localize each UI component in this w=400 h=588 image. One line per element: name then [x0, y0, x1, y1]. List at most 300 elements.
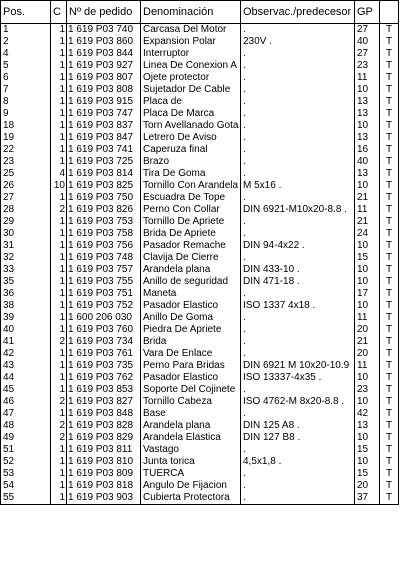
- pos-cell: 55: [1, 492, 51, 505]
- gp-cell: 21: [355, 192, 380, 204]
- t-cell: T: [380, 456, 399, 468]
- gp-cell: 10: [355, 300, 380, 312]
- description-cell: Arandela plana: [141, 420, 241, 432]
- t-cell: T: [380, 228, 399, 240]
- description-cell: Piedra De Apriete: [141, 324, 241, 336]
- observation-cell: DIN 6921 M 10x20-10.9: [241, 360, 355, 372]
- description-cell: Linea De Conexion A: [141, 60, 241, 72]
- pos-cell: 42: [1, 348, 51, 360]
- t-cell: T: [380, 36, 399, 48]
- description-cell: Ojete protector: [141, 72, 241, 84]
- description-cell: Cubierta Protectora: [141, 492, 241, 505]
- order-number-cell: 1 619 P03 762: [67, 372, 141, 384]
- order-number-cell: 1 619 P03 825: [67, 180, 141, 192]
- gp-cell: 16: [355, 144, 380, 156]
- gp-cell: 20: [355, 480, 380, 492]
- table-row: [1, 312, 399, 324]
- description-cell: Sujetador De Cable: [141, 84, 241, 96]
- quantity-cell: 1: [51, 84, 67, 96]
- observation-cell: ISO 1337 4x18 .: [241, 300, 355, 312]
- gp-cell: 27: [355, 48, 380, 60]
- table-row: [1, 240, 399, 252]
- table-row: [1, 264, 399, 276]
- description-cell: Tornillo Con Arandela: [141, 180, 241, 192]
- quantity-cell: 2: [51, 204, 67, 216]
- table-row: [1, 228, 399, 240]
- quantity-cell: 1: [51, 492, 67, 505]
- description-cell: Pasador Elastico: [141, 372, 241, 384]
- table-row: [1, 252, 399, 264]
- gp-cell: 20: [355, 348, 380, 360]
- order-number-cell: 1 619 P03 741: [67, 144, 141, 156]
- table-row: [1, 168, 399, 180]
- description-cell: Tornillo De Apriete: [141, 216, 241, 228]
- gp-cell: 40: [355, 36, 380, 48]
- table-row: [1, 108, 399, 120]
- gp-cell: 10: [355, 396, 380, 408]
- pos-cell: 39: [1, 312, 51, 324]
- quantity-cell: 1: [51, 468, 67, 480]
- pos-cell: 45: [1, 384, 51, 396]
- pos-cell: 19: [1, 132, 51, 144]
- pos-cell: 44: [1, 372, 51, 384]
- order-number-cell: 1 619 P03 818: [67, 480, 141, 492]
- observation-cell: .: [241, 120, 355, 132]
- quantity-cell: 1: [51, 36, 67, 48]
- gp-cell: 21: [355, 216, 380, 228]
- quantity-cell: 1: [51, 360, 67, 372]
- description-cell: Tira De Goma: [141, 168, 241, 180]
- order-number-cell: 1 619 P03 734: [67, 336, 141, 348]
- t-cell: T: [380, 168, 399, 180]
- table-row: [1, 60, 399, 72]
- gp-cell: 13: [355, 132, 380, 144]
- table-body: [1, 24, 399, 505]
- table-row: [1, 216, 399, 228]
- quantity-cell: 1: [51, 72, 67, 84]
- order-number-cell: 1 619 P03 809: [67, 468, 141, 480]
- gp-cell: 15: [355, 252, 380, 264]
- description-cell: Angulo De Fijacion: [141, 480, 241, 492]
- order-number-cell: 1 619 P03 760: [67, 324, 141, 336]
- observation-cell: ISO 13337-4x35 .: [241, 372, 355, 384]
- description-cell: Brazo: [141, 156, 241, 168]
- observation-cell: .: [241, 108, 355, 120]
- order-number-cell: 1 619 P03 915: [67, 96, 141, 108]
- table-header: [1, 1, 399, 24]
- t-cell: T: [380, 180, 399, 192]
- gp-cell: 37: [355, 492, 380, 505]
- table-row: [1, 384, 399, 396]
- quantity-cell: 1: [51, 456, 67, 468]
- t-cell: T: [380, 492, 399, 505]
- gp-cell: 10: [355, 120, 380, 132]
- quantity-cell: 1: [51, 24, 67, 37]
- quantity-cell: 1: [51, 120, 67, 132]
- order-number-cell: 1 619 P03 827: [67, 396, 141, 408]
- table-row: [1, 360, 399, 372]
- quantity-cell: 1: [51, 60, 67, 72]
- description-cell: Pasador Remache: [141, 240, 241, 252]
- gp-cell: 13: [355, 420, 380, 432]
- t-cell: T: [380, 48, 399, 60]
- table-row: [1, 180, 399, 192]
- description-cell: Vastago: [141, 444, 241, 456]
- t-cell: T: [380, 240, 399, 252]
- gp-cell: 11: [355, 72, 380, 84]
- pos-cell: 40: [1, 324, 51, 336]
- t-cell: T: [380, 60, 399, 72]
- pos-cell: 47: [1, 408, 51, 420]
- order-number-cell: 1 619 P03 753: [67, 216, 141, 228]
- t-cell: T: [380, 396, 399, 408]
- description-cell: Brida: [141, 336, 241, 348]
- description-cell: Caperuza final: [141, 144, 241, 156]
- table-row: [1, 324, 399, 336]
- quantity-cell: 2: [51, 396, 67, 408]
- quantity-cell: 2: [51, 420, 67, 432]
- observation-cell: .: [241, 480, 355, 492]
- quantity-cell: 1: [51, 264, 67, 276]
- order-number-cell: 1 619 P03 750: [67, 192, 141, 204]
- pos-cell: 53: [1, 468, 51, 480]
- order-number-cell: 1 619 P03 756: [67, 240, 141, 252]
- quantity-cell: 1: [51, 96, 67, 108]
- quantity-cell: 1: [51, 372, 67, 384]
- observation-cell: .: [241, 492, 355, 505]
- pos-cell: 29: [1, 216, 51, 228]
- t-cell: T: [380, 156, 399, 168]
- quantity-cell: 2: [51, 432, 67, 444]
- observation-cell: 230V .: [241, 36, 355, 48]
- order-number-cell: 1 619 P03 808: [67, 84, 141, 96]
- gp-cell: 10: [355, 264, 380, 276]
- quantity-cell: 1: [51, 228, 67, 240]
- gp-cell: 10: [355, 276, 380, 288]
- pos-cell: 9: [1, 108, 51, 120]
- header-row: [1, 1, 399, 24]
- gp-cell: 13: [355, 168, 380, 180]
- quantity-cell: 1: [51, 144, 67, 156]
- table-row: [1, 288, 399, 300]
- table-row: [1, 156, 399, 168]
- t-cell: T: [380, 324, 399, 336]
- pos-cell: 35: [1, 276, 51, 288]
- observation-cell: DIN 127 B8 .: [241, 432, 355, 444]
- description-cell: Placa de: [141, 96, 241, 108]
- pos-cell: 33: [1, 264, 51, 276]
- observation-cell: .: [241, 336, 355, 348]
- pos-cell: 18: [1, 120, 51, 132]
- t-cell: T: [380, 360, 399, 372]
- t-cell: T: [380, 300, 399, 312]
- observation-cell: .: [241, 96, 355, 108]
- gp-cell: 20: [355, 324, 380, 336]
- header-denominacion: Denominación: [141, 1, 241, 24]
- description-cell: Maneta: [141, 288, 241, 300]
- t-cell: T: [380, 372, 399, 384]
- gp-cell: 10: [355, 456, 380, 468]
- table-row: [1, 492, 399, 505]
- order-number-cell: 1 619 P03 848: [67, 408, 141, 420]
- pos-cell: 26: [1, 180, 51, 192]
- order-number-cell: 1 619 P03 757: [67, 264, 141, 276]
- t-cell: T: [380, 132, 399, 144]
- observation-cell: .: [241, 24, 355, 37]
- header-pedido: Nº de pedido: [67, 1, 141, 24]
- t-cell: T: [380, 408, 399, 420]
- pos-cell: 36: [1, 288, 51, 300]
- pos-cell: 30: [1, 228, 51, 240]
- gp-cell: 10: [355, 180, 380, 192]
- description-cell: Expansion Polar: [141, 36, 241, 48]
- t-cell: T: [380, 348, 399, 360]
- order-number-cell: 1 619 P03 740: [67, 24, 141, 37]
- pos-cell: 23: [1, 156, 51, 168]
- table-row: [1, 132, 399, 144]
- t-cell: T: [380, 468, 399, 480]
- t-cell: T: [380, 432, 399, 444]
- pos-cell: 51: [1, 444, 51, 456]
- observation-cell: .: [241, 252, 355, 264]
- t-cell: T: [380, 384, 399, 396]
- pos-cell: 25: [1, 168, 51, 180]
- table-row: [1, 408, 399, 420]
- pos-cell: 22: [1, 144, 51, 156]
- quantity-cell: 1: [51, 300, 67, 312]
- order-number-cell: 1 619 P03 761: [67, 348, 141, 360]
- description-cell: Soporte Del Cojinete: [141, 384, 241, 396]
- order-number-cell: 1 619 P03 725: [67, 156, 141, 168]
- pos-cell: 7: [1, 84, 51, 96]
- description-cell: Perno Con Collar: [141, 204, 241, 216]
- order-number-cell: 1 619 P03 755: [67, 276, 141, 288]
- gp-cell: 10: [355, 432, 380, 444]
- order-number-cell: 1 619 P03 751: [67, 288, 141, 300]
- order-number-cell: 1 619 P03 860: [67, 36, 141, 48]
- t-cell: T: [380, 120, 399, 132]
- table-row: [1, 24, 399, 37]
- gp-cell: 15: [355, 468, 380, 480]
- description-cell: Carcasa Del Motor: [141, 24, 241, 37]
- table-row: [1, 192, 399, 204]
- quantity-cell: 1: [51, 192, 67, 204]
- gp-cell: 10: [355, 84, 380, 96]
- observation-cell: .: [241, 48, 355, 60]
- header-observ: Observac./predecesor: [241, 1, 355, 24]
- quantity-cell: 10: [51, 180, 67, 192]
- order-number-cell: 1 619 P03 927: [67, 60, 141, 72]
- observation-cell: .: [241, 132, 355, 144]
- table-row: [1, 204, 399, 216]
- observation-cell: .: [241, 348, 355, 360]
- table-row: [1, 276, 399, 288]
- observation-cell: .: [241, 312, 355, 324]
- gp-cell: 15: [355, 444, 380, 456]
- table-row: [1, 144, 399, 156]
- t-cell: T: [380, 276, 399, 288]
- t-cell: T: [380, 84, 399, 96]
- observation-cell: .: [241, 216, 355, 228]
- gp-cell: 10: [355, 372, 380, 384]
- table-row: [1, 96, 399, 108]
- table-row: [1, 120, 399, 132]
- t-cell: T: [380, 204, 399, 216]
- observation-cell: .: [241, 324, 355, 336]
- description-cell: Brida De Apriete: [141, 228, 241, 240]
- observation-cell: 4,5x1,8 .: [241, 456, 355, 468]
- pos-cell: 5: [1, 60, 51, 72]
- observation-cell: .: [241, 228, 355, 240]
- quantity-cell: 2: [51, 336, 67, 348]
- observation-cell: .: [241, 84, 355, 96]
- description-cell: Arandela plana: [141, 264, 241, 276]
- pos-cell: 27: [1, 192, 51, 204]
- gp-cell: 23: [355, 384, 380, 396]
- pos-cell: 49: [1, 432, 51, 444]
- t-cell: T: [380, 72, 399, 84]
- description-cell: Anillo de seguridad: [141, 276, 241, 288]
- quantity-cell: 1: [51, 444, 67, 456]
- gp-cell: 13: [355, 96, 380, 108]
- table-row: [1, 372, 399, 384]
- table-row: [1, 456, 399, 468]
- gp-cell: 11: [355, 204, 380, 216]
- table-row: [1, 396, 399, 408]
- observation-cell: .: [241, 468, 355, 480]
- pos-cell: 2: [1, 36, 51, 48]
- table-row: [1, 468, 399, 480]
- order-number-cell: 1 619 P03 844: [67, 48, 141, 60]
- quantity-cell: 1: [51, 324, 67, 336]
- pos-cell: 32: [1, 252, 51, 264]
- gp-cell: 11: [355, 312, 380, 324]
- t-cell: T: [380, 312, 399, 324]
- description-cell: Junta torica: [141, 456, 241, 468]
- t-cell: T: [380, 216, 399, 228]
- table-row: [1, 36, 399, 48]
- order-number-cell: 1 619 P03 810: [67, 456, 141, 468]
- t-cell: T: [380, 24, 399, 37]
- pos-cell: 28: [1, 204, 51, 216]
- gp-cell: 23: [355, 60, 380, 72]
- order-number-cell: 1 619 P03 752: [67, 300, 141, 312]
- pos-cell: 43: [1, 360, 51, 372]
- pos-cell: 41: [1, 336, 51, 348]
- description-cell: Escuadra De Tope: [141, 192, 241, 204]
- observation-cell: .: [241, 288, 355, 300]
- gp-cell: 40: [355, 156, 380, 168]
- pos-cell: 54: [1, 480, 51, 492]
- quantity-cell: 1: [51, 240, 67, 252]
- table-row: [1, 480, 399, 492]
- table-row: [1, 48, 399, 60]
- quantity-cell: 1: [51, 312, 67, 324]
- t-cell: T: [380, 336, 399, 348]
- t-cell: T: [380, 192, 399, 204]
- description-cell: Placa De Marca: [141, 108, 241, 120]
- description-cell: Tornillo Cabeza: [141, 396, 241, 408]
- order-number-cell: 1 619 P03 807: [67, 72, 141, 84]
- observation-cell: DIN 471-18 .: [241, 276, 355, 288]
- order-number-cell: 1 619 P03 811: [67, 444, 141, 456]
- table-row: [1, 420, 399, 432]
- quantity-cell: 1: [51, 252, 67, 264]
- observation-cell: ISO 4762-M 8x20-8.8 .: [241, 396, 355, 408]
- table-row: [1, 444, 399, 456]
- gp-cell: 21: [355, 336, 380, 348]
- header-gp: GP: [355, 1, 380, 24]
- description-cell: TUERCA: [141, 468, 241, 480]
- order-number-cell: 1 619 P03 826: [67, 204, 141, 216]
- t-cell: T: [380, 288, 399, 300]
- pos-cell: 8: [1, 96, 51, 108]
- quantity-cell: 4: [51, 168, 67, 180]
- pos-cell: 46: [1, 396, 51, 408]
- description-cell: Arandela Elastica: [141, 432, 241, 444]
- gp-cell: 17: [355, 288, 380, 300]
- t-cell: T: [380, 444, 399, 456]
- observation-cell: .: [241, 72, 355, 84]
- observation-cell: DIN 433-10 .: [241, 264, 355, 276]
- description-cell: Vara De Enlace: [141, 348, 241, 360]
- t-cell: T: [380, 480, 399, 492]
- order-number-cell: 1 619 P03 837: [67, 120, 141, 132]
- observation-cell: .: [241, 192, 355, 204]
- quantity-cell: 1: [51, 216, 67, 228]
- pos-cell: 31: [1, 240, 51, 252]
- observation-cell: DIN 6921-M10x20-8.8 .: [241, 204, 355, 216]
- observation-cell: DIN 94-4x22 .: [241, 240, 355, 252]
- order-number-cell: 1 619 P03 903: [67, 492, 141, 505]
- table-row: [1, 348, 399, 360]
- observation-cell: .: [241, 168, 355, 180]
- table-row: [1, 432, 399, 444]
- order-number-cell: 1 619 P03 828: [67, 420, 141, 432]
- observation-cell: M 5x16 .: [241, 180, 355, 192]
- observation-cell: .: [241, 156, 355, 168]
- pos-cell: 38: [1, 300, 51, 312]
- pos-cell: 48: [1, 420, 51, 432]
- observation-cell: .: [241, 60, 355, 72]
- t-cell: T: [380, 108, 399, 120]
- order-number-cell: 1 619 P03 735: [67, 360, 141, 372]
- header-c: C: [51, 1, 67, 24]
- description-cell: Torn Avellanado Gota: [141, 120, 241, 132]
- table-row: [1, 84, 399, 96]
- t-cell: T: [380, 96, 399, 108]
- quantity-cell: 1: [51, 384, 67, 396]
- description-cell: Clavija De Cierre: [141, 252, 241, 264]
- t-cell: T: [380, 144, 399, 156]
- observation-cell: .: [241, 144, 355, 156]
- pos-cell: 6: [1, 72, 51, 84]
- gp-cell: 24: [355, 228, 380, 240]
- header-t: [380, 1, 399, 24]
- gp-cell: 42: [355, 408, 380, 420]
- gp-cell: 10: [355, 240, 380, 252]
- t-cell: T: [380, 264, 399, 276]
- quantity-cell: 1: [51, 408, 67, 420]
- t-cell: T: [380, 252, 399, 264]
- table-row: [1, 300, 399, 312]
- quantity-cell: 1: [51, 132, 67, 144]
- quantity-cell: 1: [51, 480, 67, 492]
- order-number-cell: 1 619 P03 853: [67, 384, 141, 396]
- pos-cell: 1: [1, 24, 51, 37]
- t-cell: T: [380, 420, 399, 432]
- table-row: [1, 72, 399, 84]
